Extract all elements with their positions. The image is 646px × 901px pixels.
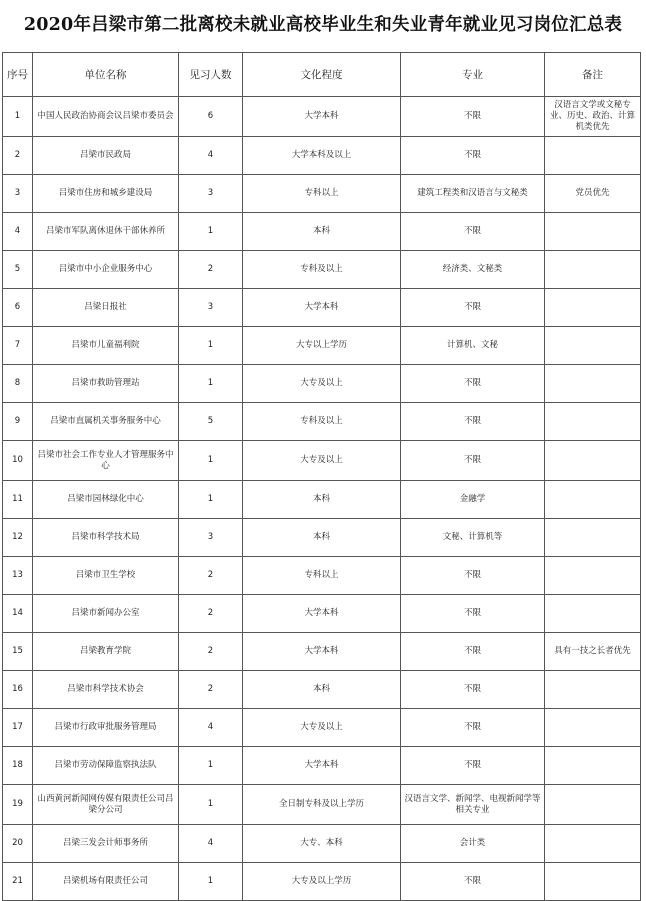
cell-major: 金融学 bbox=[401, 481, 545, 519]
table-row bbox=[3, 251, 641, 289]
table-row bbox=[3, 633, 641, 671]
cell-major: 不限 bbox=[401, 671, 545, 709]
cell-count: 1 bbox=[179, 747, 243, 785]
cell-remark bbox=[545, 709, 641, 747]
cell-unit: 吕梁市儿童福利院 bbox=[33, 327, 179, 365]
cell-major: 文秘、计算机等 bbox=[401, 519, 545, 557]
header-index: 序号 bbox=[3, 53, 33, 97]
cell-major: 不限 bbox=[401, 213, 545, 251]
cell-index: 6 bbox=[3, 289, 33, 327]
cell-unit: 吕梁市民政局 bbox=[33, 137, 179, 175]
cell-index: 1 bbox=[3, 97, 33, 137]
header-unit: 单位名称 bbox=[33, 53, 179, 97]
cell-education: 专科以上 bbox=[243, 175, 401, 213]
table-row bbox=[3, 747, 641, 785]
table-row bbox=[3, 825, 641, 863]
cell-index: 20 bbox=[3, 825, 33, 863]
cell-major: 不限 bbox=[401, 557, 545, 595]
header-count: 见习人数 bbox=[179, 53, 243, 97]
cell-remark bbox=[545, 747, 641, 785]
cell-education: 大专及以上 bbox=[243, 709, 401, 747]
table-row bbox=[3, 671, 641, 709]
cell-remark: 具有一技之长者优先 bbox=[545, 633, 641, 671]
table-row bbox=[3, 97, 641, 137]
cell-remark bbox=[545, 557, 641, 595]
cell-education: 大学本科 bbox=[243, 633, 401, 671]
cell-remark bbox=[545, 403, 641, 441]
cell-count: 1 bbox=[179, 863, 243, 901]
table-row bbox=[3, 785, 641, 825]
cell-major: 计算机、文秘 bbox=[401, 327, 545, 365]
cell-remark bbox=[545, 441, 641, 481]
header-major: 专业 bbox=[401, 53, 545, 97]
cell-remark bbox=[545, 365, 641, 403]
cell-count: 1 bbox=[179, 785, 243, 825]
cell-education: 大学本科 bbox=[243, 595, 401, 633]
cell-major: 会计类 bbox=[401, 825, 545, 863]
cell-remark: 党员优先 bbox=[545, 175, 641, 213]
cell-remark bbox=[545, 289, 641, 327]
cell-remark bbox=[545, 595, 641, 633]
table-row bbox=[3, 365, 641, 403]
cell-unit: 吕梁市卫生学校 bbox=[33, 557, 179, 595]
cell-count: 1 bbox=[179, 481, 243, 519]
internship-table bbox=[2, 52, 641, 901]
cell-major: 经济类、文秘类 bbox=[401, 251, 545, 289]
table-row bbox=[3, 327, 641, 365]
cell-unit: 吕梁市直属机关事务服务中心 bbox=[33, 403, 179, 441]
cell-education: 大学本科 bbox=[243, 289, 401, 327]
cell-index: 17 bbox=[3, 709, 33, 747]
cell-education: 本科 bbox=[243, 213, 401, 251]
table-row bbox=[3, 441, 641, 481]
cell-count: 2 bbox=[179, 595, 243, 633]
cell-education: 专科以上 bbox=[243, 557, 401, 595]
cell-major: 建筑工程类和汉语言与文秘类 bbox=[401, 175, 545, 213]
cell-unit: 山西黄河新闻网传媒有限责任公司吕梁分公司 bbox=[33, 785, 179, 825]
cell-count: 3 bbox=[179, 289, 243, 327]
cell-unit: 吕梁教育学院 bbox=[33, 633, 179, 671]
cell-count: 6 bbox=[179, 97, 243, 137]
cell-unit: 吕梁市行政审批服务管理局 bbox=[33, 709, 179, 747]
cell-unit: 吕梁市科学技术协会 bbox=[33, 671, 179, 709]
cell-count: 2 bbox=[179, 251, 243, 289]
cell-major: 不限 bbox=[401, 633, 545, 671]
cell-index: 13 bbox=[3, 557, 33, 595]
table-row bbox=[3, 403, 641, 441]
cell-index: 7 bbox=[3, 327, 33, 365]
cell-education: 大专以上学历 bbox=[243, 327, 401, 365]
cell-unit: 吕梁市园林绿化中心 bbox=[33, 481, 179, 519]
cell-unit: 吕梁市救助管理站 bbox=[33, 365, 179, 403]
cell-major: 汉语言文学、新闻学、电视新闻学等相关专业 bbox=[401, 785, 545, 825]
cell-index: 2 bbox=[3, 137, 33, 175]
table-row bbox=[3, 481, 641, 519]
cell-remark bbox=[545, 481, 641, 519]
table-row bbox=[3, 175, 641, 213]
cell-unit: 吕梁三发会计师事务所 bbox=[33, 825, 179, 863]
cell-education: 本科 bbox=[243, 519, 401, 557]
cell-count: 1 bbox=[179, 441, 243, 481]
cell-index: 19 bbox=[3, 785, 33, 825]
cell-index: 21 bbox=[3, 863, 33, 901]
cell-education: 本科 bbox=[243, 481, 401, 519]
cell-education: 专科及以上 bbox=[243, 403, 401, 441]
cell-remark: 汉语言文学或文秘专业、历史、政治、计算机类优先 bbox=[545, 97, 641, 137]
cell-major: 不限 bbox=[401, 441, 545, 481]
cell-major: 不限 bbox=[401, 137, 545, 175]
cell-unit: 吕梁市劳动保障监察执法队 bbox=[33, 747, 179, 785]
cell-unit: 吕梁市中小企业服务中心 bbox=[33, 251, 179, 289]
cell-remark bbox=[545, 327, 641, 365]
cell-count: 1 bbox=[179, 365, 243, 403]
cell-education: 大学本科及以上 bbox=[243, 137, 401, 175]
table-row bbox=[3, 519, 641, 557]
cell-count: 1 bbox=[179, 213, 243, 251]
cell-index: 5 bbox=[3, 251, 33, 289]
cell-count: 4 bbox=[179, 137, 243, 175]
cell-unit: 吕梁市新闻办公室 bbox=[33, 595, 179, 633]
cell-education: 大专及以上学历 bbox=[243, 863, 401, 901]
header-education: 文化程度 bbox=[243, 53, 401, 97]
cell-major: 不限 bbox=[401, 709, 545, 747]
cell-index: 8 bbox=[3, 365, 33, 403]
cell-education: 专科及以上 bbox=[243, 251, 401, 289]
cell-unit: 吕梁日报社 bbox=[33, 289, 179, 327]
cell-count: 2 bbox=[179, 671, 243, 709]
header-row bbox=[3, 53, 641, 97]
header-remark: 备注 bbox=[545, 53, 641, 97]
cell-index: 18 bbox=[3, 747, 33, 785]
cell-count: 3 bbox=[179, 519, 243, 557]
cell-major: 不限 bbox=[401, 863, 545, 901]
table-row bbox=[3, 213, 641, 251]
table-row bbox=[3, 709, 641, 747]
cell-count: 1 bbox=[179, 327, 243, 365]
cell-index: 4 bbox=[3, 213, 33, 251]
cell-index: 11 bbox=[3, 481, 33, 519]
cell-remark bbox=[545, 785, 641, 825]
cell-major: 不限 bbox=[401, 289, 545, 327]
cell-unit: 吕梁市军队离休退休干部休养所 bbox=[33, 213, 179, 251]
cell-unit: 中国人民政治协商会议吕梁市委员会 bbox=[33, 97, 179, 137]
cell-count: 2 bbox=[179, 557, 243, 595]
cell-unit: 吕梁机场有限责任公司 bbox=[33, 863, 179, 901]
cell-education: 大专及以上 bbox=[243, 441, 401, 481]
cell-remark bbox=[545, 213, 641, 251]
cell-index: 12 bbox=[3, 519, 33, 557]
cell-remark bbox=[545, 251, 641, 289]
cell-major: 不限 bbox=[401, 747, 545, 785]
cell-education: 全日制专科及以上学历 bbox=[243, 785, 401, 825]
cell-education: 大专及以上 bbox=[243, 365, 401, 403]
cell-major: 不限 bbox=[401, 595, 545, 633]
cell-index: 14 bbox=[3, 595, 33, 633]
table-row bbox=[3, 557, 641, 595]
cell-index: 3 bbox=[3, 175, 33, 213]
cell-unit: 吕梁市科学技术局 bbox=[33, 519, 179, 557]
cell-remark bbox=[545, 671, 641, 709]
cell-major: 不限 bbox=[401, 365, 545, 403]
cell-education: 本科 bbox=[243, 671, 401, 709]
cell-count: 2 bbox=[179, 633, 243, 671]
table-row bbox=[3, 595, 641, 633]
table-row bbox=[3, 289, 641, 327]
cell-remark bbox=[545, 863, 641, 901]
table-row bbox=[3, 863, 641, 901]
cell-count: 4 bbox=[179, 825, 243, 863]
cell-education: 大学本科 bbox=[243, 747, 401, 785]
cell-count: 5 bbox=[179, 403, 243, 441]
cell-count: 4 bbox=[179, 709, 243, 747]
cell-remark bbox=[545, 825, 641, 863]
cell-unit: 吕梁市住房和城乡建设局 bbox=[33, 175, 179, 213]
table-row bbox=[3, 137, 641, 175]
cell-education: 大学本科 bbox=[243, 97, 401, 137]
cell-index: 9 bbox=[3, 403, 33, 441]
cell-count: 3 bbox=[179, 175, 243, 213]
cell-index: 15 bbox=[3, 633, 33, 671]
cell-remark bbox=[545, 519, 641, 557]
cell-index: 10 bbox=[3, 441, 33, 481]
cell-unit: 吕梁市社会工作专业人才管理服务中心 bbox=[33, 441, 179, 481]
cell-major: 不限 bbox=[401, 97, 545, 137]
cell-education: 大专、本科 bbox=[243, 825, 401, 863]
cell-index: 16 bbox=[3, 671, 33, 709]
cell-remark bbox=[545, 137, 641, 175]
document-title: 2020年吕梁市第二批离校未就业高校毕业生和失业青年就业见习岗位汇总表 bbox=[23, 15, 623, 35]
cell-major: 不限 bbox=[401, 403, 545, 441]
